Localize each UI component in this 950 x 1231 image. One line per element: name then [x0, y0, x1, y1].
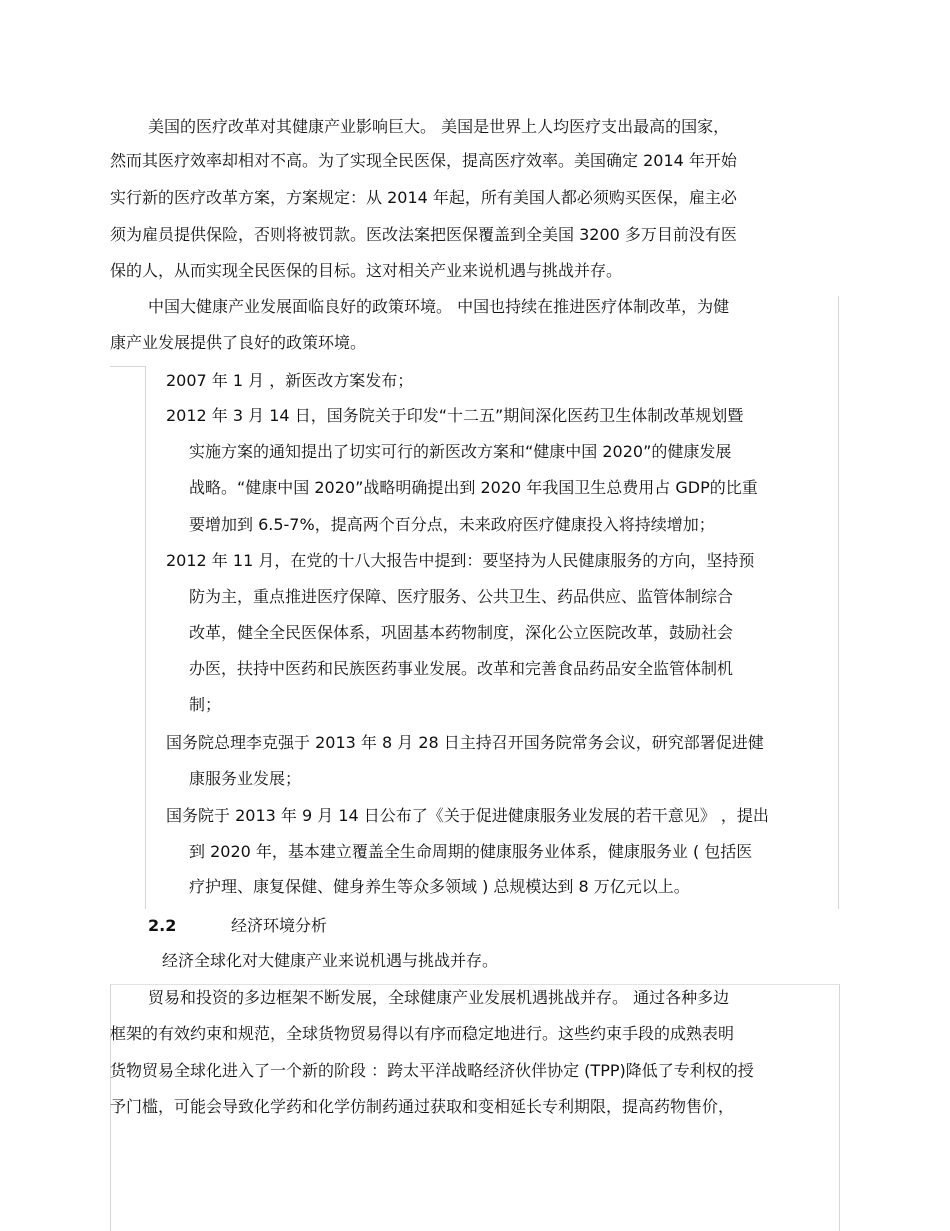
list-item-5-line-3: 疗护理、康复保健、健身养生等众多领域 ) 总规模达到 8 万亿元以上。 [189, 877, 690, 896]
list-item-5-line-1: 国务院于 2013 年 9 月 14 日公布了《关于促进健康服务业发展的若干意见》 ，提出 [166, 806, 769, 825]
para3-line-1: 经济全球化对大健康产业来说机遇与挑战并存。 [162, 951, 499, 970]
para1-line-4: 须为雇员提供保险，否则将被罚款。医改法案把医保覆盖到全美国 3200 多万目前没有医 [110, 225, 737, 244]
list-item-5-line-2: 到 2020 年，基本建立覆盖全生命周期的健康服务业体系，健康服务业 ( 包括医 [189, 842, 753, 861]
para4-line-1: 贸易和投资的多边框架不断发展，全球健康产业发展机遇挑战并存。 通过各种多边 [148, 988, 730, 1007]
para2-line-1: 中国大健康产业发展面临良好的政策环境。 中国也持续在推进医疗体制改革，为健 [148, 297, 730, 316]
list-item-3-line-1: 2012 年 11 月，在党的十八大报告中提到：要坚持为人民健康服务的方向，坚持预 [166, 551, 755, 570]
list-item-4-line-1: 国务院总理李克强于 2013 年 8 月 28 日主持召开国务院常务会议，研究部署促进健 [166, 733, 764, 752]
list-item-2-line-1: 2012 年 3 月 14 日，国务院关于印发“十二五”期间深化医药卫生体制改革规划暨 [166, 406, 744, 425]
list-frame-top [110, 366, 145, 367]
para1-line-5: 保的人，从而实现全民医保的目标。这对相关产业来说机遇与挑战并存。 [110, 261, 623, 280]
list-item-3-line-5: 制； [189, 695, 222, 714]
para2-line-2: 康产业发展提供了良好的政策环境。 [110, 333, 367, 352]
para4-line-4: 予门槛，可能会导致化学药和化学仿制药通过获取和变相延长专利期限，提高药物售价， [110, 1097, 735, 1116]
para1-line-2: 然而其医疗效率却相对不高。为了实现全民医保，提高医疗效率。美国确定 2014 年开始 [110, 151, 737, 170]
list-item-2-line-3: 战略。“健康中国 2020”战略明确提出到 2020 年我国卫生总费用占 GDP的比重 [189, 478, 758, 497]
para1-line-3: 实行新的医疗改革方案，方案规定：从 2014 年起，所有美国人都必须购买医保，雇主必 [110, 188, 737, 207]
list-item-2-line-4: 要增加到 6.5-7%，提高两个百分点，未来政府医疗健康投入将持续增加； [189, 515, 715, 534]
list-item-3-line-4: 办医，扶持中医药和民族医药事业发展。改革和完善食品药品安全监管体制机 [189, 659, 734, 678]
list-item-1: 2007 年 1 月 ，新医改方案发布； [166, 371, 414, 390]
para1-line-1: 美国的医疗改革对其健康产业影响巨大。 美国是世界上人均医疗支出最高的国家， [148, 117, 730, 136]
list-item-2-line-2: 实施方案的通知提出了切实可行的新医改方案和“健康中国 2020”的健康发展 [189, 442, 732, 461]
list-item-3-line-2: 防为主，重点推进医疗保障、医疗服务、公共卫生、药品供应、监管体制综合 [189, 587, 734, 606]
list-frame-left [145, 366, 146, 909]
para4-line-2: 框架的有效约束和规范，全球货物贸易得以有序而稳定地进行。这些约束手段的成熟表明 [110, 1024, 735, 1043]
para4-line-3: 货物贸易全球化进入了一个新的阶段 ：跨太平洋战略经济伙伴协定 (TPP)降低了专利权的授 [110, 1061, 754, 1080]
section-number: 2.2 [148, 916, 177, 935]
list-item-3-line-3: 改革，健全全民医保体系，巩固基本药物制度，深化公立医院改革，鼓励社会 [189, 623, 734, 642]
list-item-4-line-2: 康服务业发展； [189, 769, 302, 788]
section-title: 经济环境分析 [231, 916, 328, 935]
